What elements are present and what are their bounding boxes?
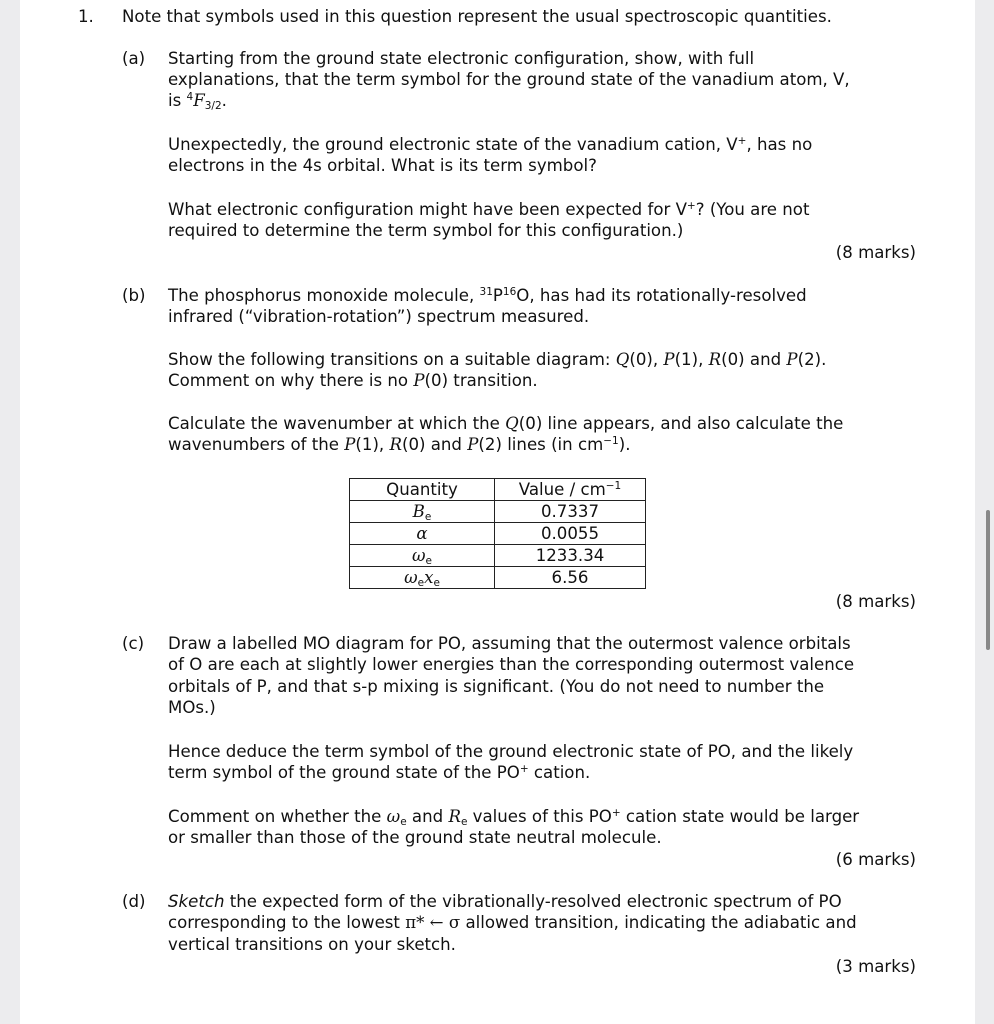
text-line xyxy=(168,285,807,306)
part-b-label: (b) xyxy=(122,286,146,305)
text-line: electrons in the 4s orbital. What is its term symbol? xyxy=(168,156,597,175)
marks: (8 marks) xyxy=(835,592,916,611)
text-line xyxy=(168,912,857,933)
text: What electronic configuration might have been expected for V xyxy=(168,200,687,219)
text: (1), xyxy=(674,350,709,369)
marks: (8 marks) xyxy=(835,243,916,262)
symbol: B xyxy=(412,502,425,521)
constants-table xyxy=(349,478,646,589)
text: Show the following transitions on a suitable diagram: xyxy=(168,350,616,369)
sub: e xyxy=(433,577,440,589)
part-c-label: (c) xyxy=(122,634,145,653)
text: Calculate the wavenumber at which the xyxy=(168,414,506,433)
text-line: infrared (“vibration-rotation”) spectrum measured. xyxy=(168,307,590,326)
table-header xyxy=(350,479,646,501)
symbol: x xyxy=(424,568,434,587)
text-line xyxy=(168,413,843,434)
table-row xyxy=(350,567,646,589)
scrollbar[interactable] xyxy=(986,510,990,650)
quantity-cell xyxy=(350,545,495,567)
text-line xyxy=(168,370,538,391)
text: allowed transition, indicating the adiabatic and xyxy=(460,913,857,932)
text: corresponding to the lowest xyxy=(168,913,406,932)
italic: R xyxy=(389,435,402,454)
text-line: explanations, that the term symbol for the ground state of the vanadium atom, V, xyxy=(168,70,850,89)
text: . xyxy=(221,91,227,110)
italic: P xyxy=(663,350,675,369)
italic: P xyxy=(467,435,479,454)
italic: R xyxy=(708,350,722,369)
text: and xyxy=(406,807,449,826)
marks: (3 marks) xyxy=(835,957,916,976)
text-line xyxy=(168,434,630,455)
quantity-cell xyxy=(350,501,495,523)
text: is xyxy=(168,91,187,110)
text: (0), xyxy=(629,350,664,369)
value-cell: 6.56 xyxy=(495,567,646,589)
table-row xyxy=(350,523,646,545)
quantity-cell xyxy=(350,567,495,589)
value-cell: 0.7337 xyxy=(495,501,646,523)
value-cell: 0.0055 xyxy=(495,523,646,545)
symbol: R xyxy=(448,807,461,826)
sup: + xyxy=(519,763,529,775)
question-intro: Note that symbols used in this question represent the usual spectroscopic quantities. xyxy=(122,7,832,26)
text-line: or smaller than those of the ground state neutral molecule. xyxy=(168,828,662,847)
italic: Q xyxy=(505,414,519,433)
text-line xyxy=(168,199,809,220)
text: (2) lines (in cm xyxy=(478,435,604,454)
text-line: required to determine the term symbol for this configuration.) xyxy=(168,221,684,240)
italic: P xyxy=(413,371,425,390)
text-line: MOs.) xyxy=(168,698,216,717)
sup: −1 xyxy=(605,480,622,492)
text-line xyxy=(168,891,842,912)
sup: + xyxy=(686,200,696,212)
text: ? (You are not xyxy=(695,200,810,219)
text: ). xyxy=(618,435,631,454)
sup: + xyxy=(737,135,747,147)
sup: + xyxy=(611,807,621,819)
header-value xyxy=(495,479,646,501)
text: P xyxy=(492,286,503,305)
sub: e xyxy=(424,511,432,523)
text: Comment on why there is no xyxy=(168,371,414,390)
text-line xyxy=(168,134,812,155)
transition-symbol: π* ← σ xyxy=(405,913,461,932)
text-line xyxy=(168,90,227,111)
text: term symbol of the ground state of the PO xyxy=(168,763,520,782)
italic: Q xyxy=(615,350,630,369)
table-row xyxy=(350,545,646,567)
text: wavenumbers of the xyxy=(168,435,345,454)
text-line: Hence deduce the term symbol of the ground electronic state of PO, and the likely xyxy=(168,742,854,761)
italic: Sketch xyxy=(168,892,225,911)
quantity-cell xyxy=(350,523,495,545)
marks: (6 marks) xyxy=(835,850,916,869)
text: O, has had its rotationally-resolved xyxy=(516,286,807,305)
text: the expected form of the vibrationally-resolved electronic spectrum of PO xyxy=(224,892,842,911)
italic: P xyxy=(344,435,356,454)
sub: 3/2 xyxy=(204,100,222,112)
sub: e xyxy=(400,816,407,828)
sup: 31 xyxy=(479,286,493,298)
text: cation state would be larger xyxy=(620,807,860,826)
text-line: orbitals of P, and that s-p mixing is significant. (You do not need to number the xyxy=(168,677,825,696)
text: (0) and xyxy=(721,350,787,369)
text-line xyxy=(168,806,859,827)
table-row xyxy=(350,501,646,523)
text: (1), xyxy=(355,435,390,454)
symbol: ω xyxy=(412,546,426,565)
term-letter: F xyxy=(193,91,205,110)
text-line: Starting from the ground state electronic configuration, show, with full xyxy=(168,49,755,68)
text: cation. xyxy=(528,763,591,782)
sup: 16 xyxy=(502,286,517,298)
text: (2). xyxy=(797,350,827,369)
text: Unexpectedly, the ground electronic state of the vanadium cation, V xyxy=(168,135,738,154)
symbol: ω xyxy=(386,807,401,826)
header-quantity: Quantity xyxy=(350,479,495,501)
sub: e xyxy=(460,816,468,828)
question-number: 1. xyxy=(78,7,94,26)
text: Comment on whether the xyxy=(168,807,387,826)
text: Value / cm xyxy=(518,480,606,499)
italic: P xyxy=(786,350,798,369)
symbol: α xyxy=(416,524,428,543)
text: , has no xyxy=(746,135,813,154)
sub: e xyxy=(425,555,432,567)
text: (0) line appears, and also calculate the xyxy=(518,414,844,433)
part-d-label: (d) xyxy=(122,892,146,911)
sup: 4 xyxy=(186,91,194,103)
text-line: vertical transitions on your sketch. xyxy=(168,935,456,954)
text-line xyxy=(168,349,826,370)
value-cell: 1233.34 xyxy=(495,545,646,567)
text: (0) transition. xyxy=(424,371,538,390)
text-line xyxy=(168,762,590,783)
text: values of this PO xyxy=(467,807,612,826)
part-a-label: (a) xyxy=(122,49,146,68)
sup: −1 xyxy=(603,435,619,447)
text-line: of O are each at slightly lower energies than the corresponding outermost valence xyxy=(168,655,855,674)
text: (0) and xyxy=(401,435,468,454)
text: The phosphorus monoxide molecule, xyxy=(168,286,480,305)
sub: e xyxy=(417,577,425,589)
symbol: ω xyxy=(404,568,418,587)
text-line: Draw a labelled MO diagram for PO, assuming that the outermost valence orbitals xyxy=(168,634,851,653)
